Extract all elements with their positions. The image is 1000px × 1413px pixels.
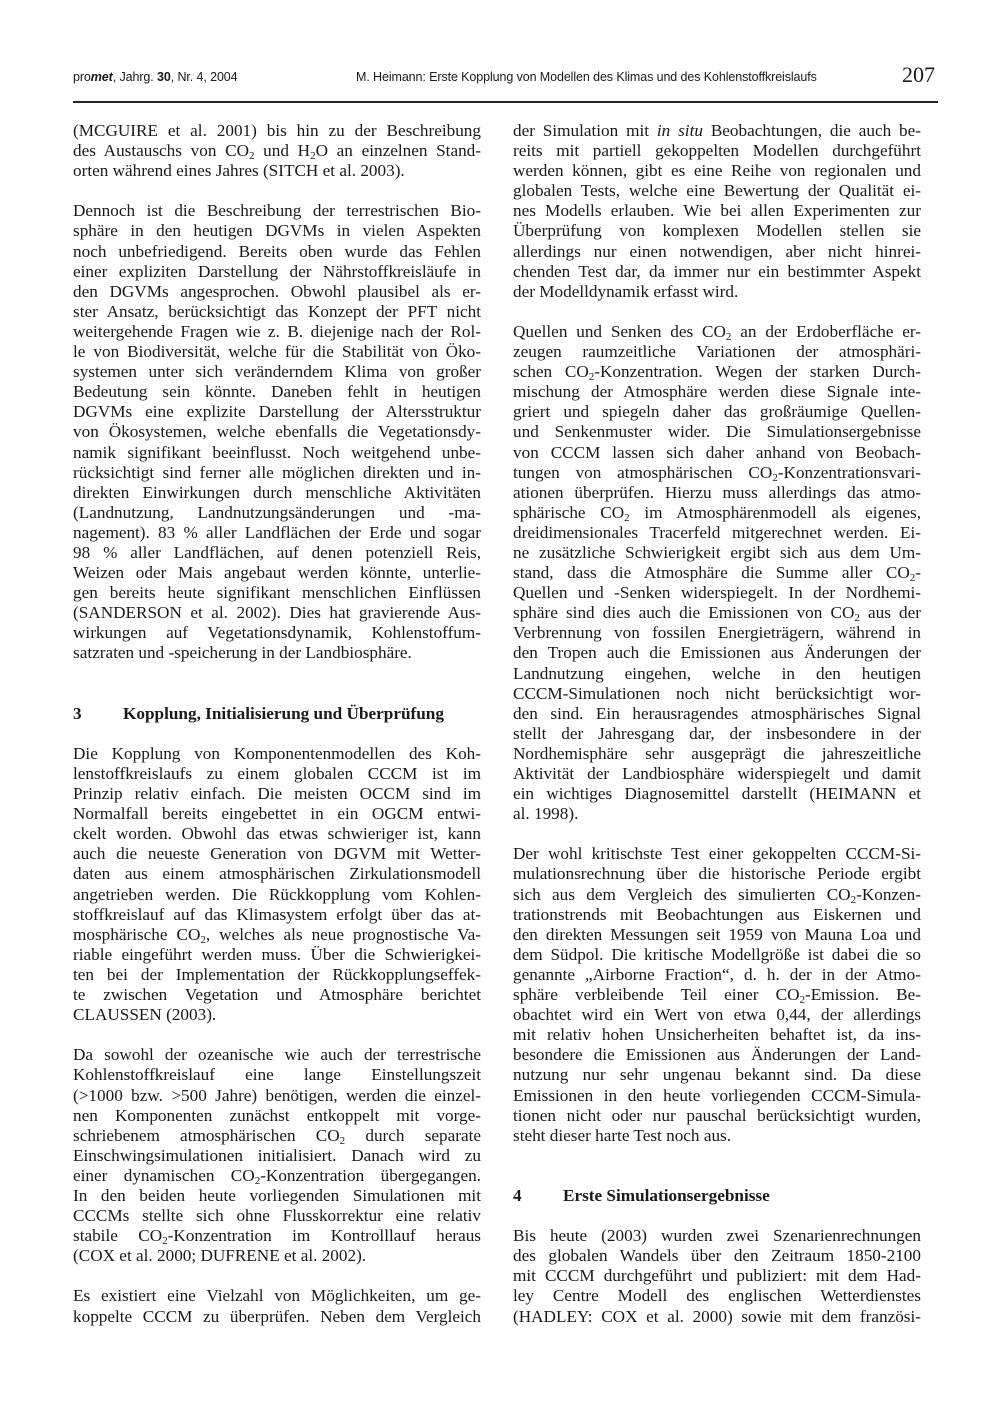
- paragraph: [513, 844, 921, 1145]
- text-line: von Ökosystemen, welche ebenfalls die Vegetationsdy-: [73, 422, 481, 442]
- text-line: des Austauschs von $CO_2$ und $H_2O$ an einzelnen Stand-: [73, 141, 481, 163]
- text-line: CLAUSSEN (2003).: [73, 1005, 217, 1025]
- text-line: auch die neueste Generation von DGVM mit Wetter-: [73, 844, 481, 864]
- text-line: noch unbefriedigend. Bereits oben wurde das Fehlen: [73, 241, 481, 261]
- text-line: 98 % aller Landflächen, auf denen potenziell Reis,: [73, 542, 481, 562]
- text-line: CCCMs stellte sich ohne Flusskorrektur eine relativ: [73, 1206, 481, 1226]
- text-line: Landnutzung eingehen, welche in den heutigen: [513, 663, 921, 683]
- text-line: (>1000 bzw. >500 Jahre) benötigen, werden die einzel-: [73, 1085, 481, 1105]
- text-line: dreidimensionales Tracerfeld mitgerechnet werden. Ei-: [513, 522, 921, 542]
- text-line: ten bei der Implementation der Rückkopplungseffek-: [73, 964, 481, 984]
- running-header: [73, 62, 935, 92]
- text-line: schriebenem atmosphärischen $CO_2$ durch separate: [73, 1125, 481, 1147]
- header-rule: [73, 101, 938, 103]
- text-line: stellt der Jahresgang dar, der insbesondere in der: [513, 723, 921, 743]
- text-line: le von Biodiversität, welche für die Stabilität von Öko-: [73, 342, 481, 362]
- text-line: Quellen und Senken des $CO_2$ an der Erdoberfläche er-: [513, 321, 921, 343]
- text-line: wirkungen auf Vegetationsdynamik, Kohlenstoffum-: [73, 623, 481, 643]
- text-line: daten aus einem atmosphärischen Zirkulationsmodell: [73, 864, 481, 884]
- text-line: einer dynamischen $CO_2$-Konzentration übergegangen.: [73, 1165, 481, 1187]
- text-line: Weizen oder Mais angebaut werden könnte, unterlie-: [73, 563, 481, 583]
- paragraph: [73, 121, 481, 181]
- text-line: mosphärische $CO_2$, welches als neue prognostische Va-: [73, 924, 481, 946]
- text-line: Überprüfung von komplexen Modellen stellen sie: [513, 221, 921, 241]
- text-line: obachtet wird ein Wert von etwa 0,44, der allerdings: [513, 1005, 921, 1025]
- text-line: stand, dass die Atmosphäre die Summe aller $CO_2-$: [513, 563, 921, 585]
- section-heading-3: 3 Kopplung, Initialisierung und Überprüfung: [73, 703, 444, 723]
- text-line: ne zusätzliche Schwierigkeit ergibt sich aus dem Um-: [513, 542, 921, 562]
- text-line: sich aus dem Vergleich des simulierten $CO_2-Konzen-$: [513, 884, 921, 906]
- text-line: tionen nicht oder nur pauschal berücksichtigt wurden,: [513, 1105, 921, 1125]
- text-line: Nordhemisphäre sehr ausgeprägt die jahreszeitliche: [513, 743, 921, 763]
- text-line: ckelt worden. Obwohl das etwas schwieriger ist, kann: [73, 824, 481, 844]
- text-line: Verbrennung von fossilen Energieträgern, während in: [513, 623, 921, 643]
- text-line: Bedeutung sein könnte. Daneben fehlt in heutigen: [73, 382, 481, 402]
- text-line: der Simulation mit in situ Beobachtungen, die auch be-: [513, 121, 921, 140]
- text-line: sphäre sind dies auch die Emissionen von $CO_2$ aus der: [513, 603, 921, 625]
- text-line: den sind. Ein herausragendes atmosphärisches Signal: [513, 703, 921, 723]
- text-line: den Tropen auch die Emissionen aus Änderungen der: [513, 643, 921, 663]
- text-line: satzraten und -speicherung in der Landbiosphäre.: [73, 643, 412, 663]
- paragraph: [73, 1286, 481, 1326]
- text-line: koppelte CCCM zu überprüfen. Neben dem Vergleich: [73, 1306, 481, 1326]
- text-line: sphäre verbleibende Teil einer $CO_2$-Emission. Be-: [513, 985, 921, 1007]
- text-line: der Modelldynamik erfasst wird.: [513, 281, 739, 301]
- text-line: (MCGUIRE et al. 2001) bis hin zu der Beschreibung: [73, 121, 481, 140]
- text-line: werden können, gibt es eine Reihe von regionalen und: [513, 161, 921, 181]
- text-line: griert und spiegeln daher das großräumige Quellen-: [513, 402, 921, 422]
- text-line: von CCCM lassen sich daher anhand von Beobach-: [513, 442, 921, 462]
- text-line: ationen überprüfen. Hierzu muss allerdings das atmo-: [513, 482, 921, 502]
- text-line: nagement). 83 % aller Landflächen der Erde und sogar: [73, 522, 481, 542]
- text-line: zeugen raumzeitliche Variationen der atmosphäri-: [513, 342, 921, 362]
- text-line: namik signifikant beeinflusst. Noch weitgehend unbe-: [73, 442, 481, 462]
- text-line: Kohlenstoffkreislauf eine lange Einstellungszeit: [73, 1065, 481, 1085]
- text-line: Es existiert eine Vielzahl von Möglichkeiten, um ge-: [73, 1286, 481, 1306]
- text-line: gen bereits heute signifikant menschlichen Einflüssen: [73, 583, 481, 603]
- text-line: globalen Tests, welche eine Bewertung der Qualität ei-: [513, 181, 921, 201]
- running-title: M. Heimann: Erste Kopplung von Modellen des Klimas und des Kohlenstoffkreislaufs: [356, 70, 817, 84]
- text-line: lenstoffkreislaufs zu einem globalen CCCM ist im: [73, 764, 481, 783]
- text-line: Bis heute (2003) wurden zwei Szenarienrechnungen: [513, 1226, 921, 1246]
- text-line: und Senkenmuster wider. Die Simulationsergebnisse: [513, 422, 921, 442]
- text-line: chenden Test dar, da immer nur ein bestimmter Aspekt: [513, 261, 921, 281]
- text-line: besondere die Emissionen aus Änderungen der Land-: [513, 1045, 921, 1065]
- text-line: orten während eines Jahres (SITCH et al. 2003).: [73, 161, 405, 181]
- text-line: steht dieser harte Test noch aus.: [513, 1125, 732, 1145]
- text-line: Der wohl kritischste Test einer gekoppelten CCCM-Si-: [513, 844, 921, 864]
- text-line: Normalfall bereits eingebettet in ein OGCM entwi-: [73, 804, 481, 824]
- text-line: rücksichtigt sind ferner alle möglichen direkten und in-: [73, 462, 481, 482]
- text-line: den DGVMs angesprochen. Obwohl plausibel als er-: [73, 281, 481, 301]
- text-line: schen $CO_2$-Konzentration. Wegen der starken Durch-: [513, 362, 921, 384]
- paragraph: [73, 201, 481, 663]
- text-line: Einschwingsimulationen initialisiert. Danach wird zu: [73, 1145, 481, 1165]
- text-line: CCCM-Simulationen noch nicht berücksichtigt wor-: [513, 683, 921, 703]
- text-line: direkten Einwirkungen durch menschliche Aktivitäten: [73, 482, 481, 502]
- text-line: ley Centre Modell des englischen Wetterdienstes: [513, 1286, 921, 1306]
- text-line: mulationsrechnung über die historische Periode ergibt: [513, 864, 921, 884]
- text-line: weitergehende Fragen wie z. B. diejenige nach der Rol-: [73, 321, 481, 341]
- paragraph: [513, 322, 921, 824]
- text-line: des globalen Wandels über den Zeitraum 1850-2100: [513, 1246, 921, 1266]
- text-line: (SANDERSON et al. 2002). Dies hat gravierende Aus-: [73, 603, 481, 623]
- journal-citation: promet, Jahrg. 30, Nr. 4, 2004: [73, 70, 238, 84]
- text-line: Quellen und -Senken widerspiegelt. In der Nordhemi-: [513, 583, 921, 603]
- text-line: stabile $CO_2$-Konzentration im Kontrolllauf heraus: [73, 1226, 481, 1248]
- text-line: angetrieben werden. Die Rückkopplung vom Kohlen-: [73, 884, 481, 904]
- paragraph: [513, 121, 921, 302]
- text-line: (COX et al. 2000; DUFRENE et al. 2002).: [73, 1246, 367, 1266]
- text-line: Prinzip relativ einfach. Die meisten OCCM sind im: [73, 784, 481, 804]
- text-line: genannte „Airborne Fraction“, d. h. der in der Atmo-: [513, 964, 921, 984]
- text-line: sphäre in den heutigen DGVMs in vielen Aspekten: [73, 221, 481, 241]
- text-line: dem Südpol. Die kritische Modellgröße ist dabei die so: [513, 944, 921, 964]
- text-line: te zwischen Vegetation und Atmosphäre berichtet: [73, 985, 481, 1005]
- text-line: nen Komponenten zunächst entkoppelt mit vorge-: [73, 1105, 481, 1125]
- page-number: 207: [902, 62, 935, 87]
- right-column: [513, 121, 921, 1347]
- text-line: Die Kopplung von Komponentenmodellen des Koh-: [73, 743, 481, 763]
- text-line: nes Modells erlauben. Wie bei allen Experimenten zur: [513, 201, 921, 221]
- paragraph: [513, 1226, 921, 1326]
- text-line: trationstrends mit Beobachtungen aus Eiskernen und: [513, 904, 921, 924]
- text-line: In den beiden heute vorliegenden Simulationen mit: [73, 1185, 481, 1205]
- text-line: (Landnutzung, Landnutzungsänderungen und -ma-: [73, 502, 481, 522]
- paragraph: [73, 1045, 481, 1266]
- text-line: mit CCCM durchgeführt und publiziert: mit dem Had-: [513, 1266, 921, 1286]
- text-line: tungen von atmosphärischen $CO_2-Konzentrationsvari-$: [513, 462, 921, 484]
- text-line: Aktivität der Landbiosphäre widerspiegelt und damit: [513, 764, 921, 783]
- text-line: systemen unter sich veränderndem Klima von großer: [73, 362, 481, 382]
- text-line: riable eingeführt werden muss. Über die Schwierigkei-: [73, 944, 481, 964]
- text-line: sphärische $CO_2$ im Atmosphärenmodell als eigenes,: [513, 502, 922, 524]
- text-line: ein wichtiges Diagnosemittel darstellt (HEIMANN et: [513, 784, 921, 804]
- text-line: (HADLEY: COX et al. 2000) sowie mit dem französi-: [513, 1306, 921, 1326]
- text-line: Da sowohl der ozeanische wie auch der terrestrische: [73, 1045, 481, 1065]
- text-line: reits mit partiell gekoppelten Modellen durchgeführt: [513, 141, 921, 161]
- text-line: DGVMs eine explizite Darstellung der Altersstruktur: [73, 402, 481, 422]
- text-line: mit relativ hohen Unsicherheiten behaftet ist, da ins-: [513, 1025, 921, 1045]
- text-line: stoffkreislauf auf das Klimasystem erfolgt über das at-: [73, 904, 481, 924]
- text-line: den direkten Messungen seit 1959 von Mauna Loa und: [513, 924, 921, 944]
- text-line: nutzung nur sehr ungenau bekannt sind. Da diese: [513, 1065, 921, 1085]
- text-line: al. 1998).: [513, 804, 579, 824]
- text-line: Emissionen in den heute vorliegenden CCCM-Simula-: [513, 1085, 921, 1105]
- section-heading-4: 4 Erste Simulationsergebnisse: [513, 1185, 770, 1205]
- text-line: mischung der Atmosphäre werden diese Signale inte-: [513, 382, 921, 402]
- text-line: allerdings nur einen notwendigen, aber nicht hinrei-: [513, 241, 921, 261]
- paragraph: [73, 744, 481, 1025]
- text-line: einer expliziten Darstellung der Nährstoffkreisläufe in: [73, 261, 481, 281]
- text-line: Dennoch ist die Beschreibung der terrestrischen Bio-: [73, 201, 481, 221]
- left-column: [73, 121, 481, 1347]
- text-line: ster Ansatz, berücksichtigt das Konzept der PFT nicht: [73, 301, 481, 321]
